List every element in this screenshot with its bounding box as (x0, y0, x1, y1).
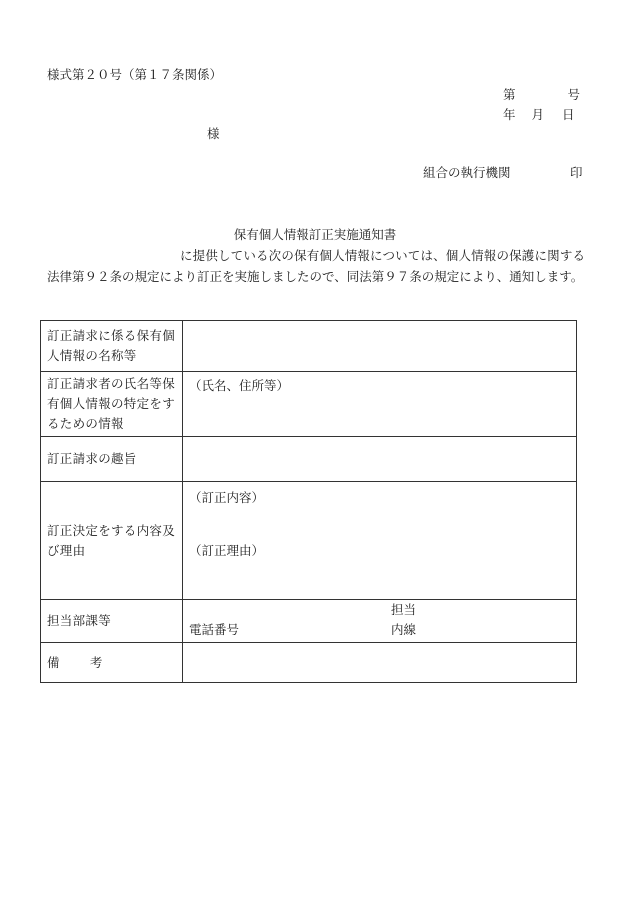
row-value-remarks (183, 643, 577, 683)
addressee-suffix: 様 (207, 126, 220, 141)
row-label-requester: 訂正請求者の氏名等保有個人情報の特定をするための情報 (41, 372, 183, 437)
table-row (41, 643, 577, 683)
date-month: 月 (531, 107, 545, 122)
row-label-purpose: 訂正請求の趣旨 (41, 437, 183, 482)
table-row (41, 437, 577, 482)
table-row (41, 482, 577, 600)
date-line (503, 105, 575, 123)
number-suffix: 号 (567, 87, 581, 102)
remarks-char-2: 考 (89, 654, 103, 670)
person-in-charge-label: 担当 (391, 602, 417, 617)
notification-table (40, 320, 577, 683)
seal-mark: 印 (570, 165, 583, 180)
form-number: 様式第２０号（第１７条関係） (47, 67, 223, 82)
table-row (41, 321, 577, 372)
correction-reason-note: （訂正理由） (189, 543, 265, 558)
document-title: 保有個人情報訂正実施通知書 (233, 227, 397, 242)
table-row (41, 600, 577, 643)
row-label-department: 担当部課等 (41, 600, 183, 643)
sender-organization: 組合の執行機関 (423, 165, 511, 180)
extension-label: 内線 (391, 622, 417, 637)
date-year: 年 (503, 107, 516, 122)
requester-note: （氏名、住所等） (189, 378, 290, 393)
table-row (41, 372, 577, 437)
body-paragraph: に提供している次の保有個人情報については、個人情報の保護に関する法律第９２条の規定により訂正を実施しましたので、同法第９７条の規定により、通知します。 (47, 248, 585, 284)
row-value-info-name (183, 321, 577, 372)
row-value-purpose (183, 437, 577, 482)
row-value-decision (183, 482, 577, 600)
number-prefix: 第 (503, 87, 516, 102)
row-label-remarks (41, 643, 183, 683)
row-label-decision: 訂正決定をする内容及び理由 (41, 482, 183, 600)
correction-content-note: （訂正内容） (189, 490, 265, 505)
date-day: 日 (562, 107, 575, 122)
document-number-line (503, 85, 580, 103)
row-value-requester (183, 372, 577, 437)
row-value-department (183, 600, 577, 643)
phone-number-label: 電話番号 (189, 622, 240, 637)
remarks-char-1: 備 (47, 654, 60, 670)
row-label-info-name: 訂正請求に係る保有個人情報の名称等 (41, 321, 183, 372)
